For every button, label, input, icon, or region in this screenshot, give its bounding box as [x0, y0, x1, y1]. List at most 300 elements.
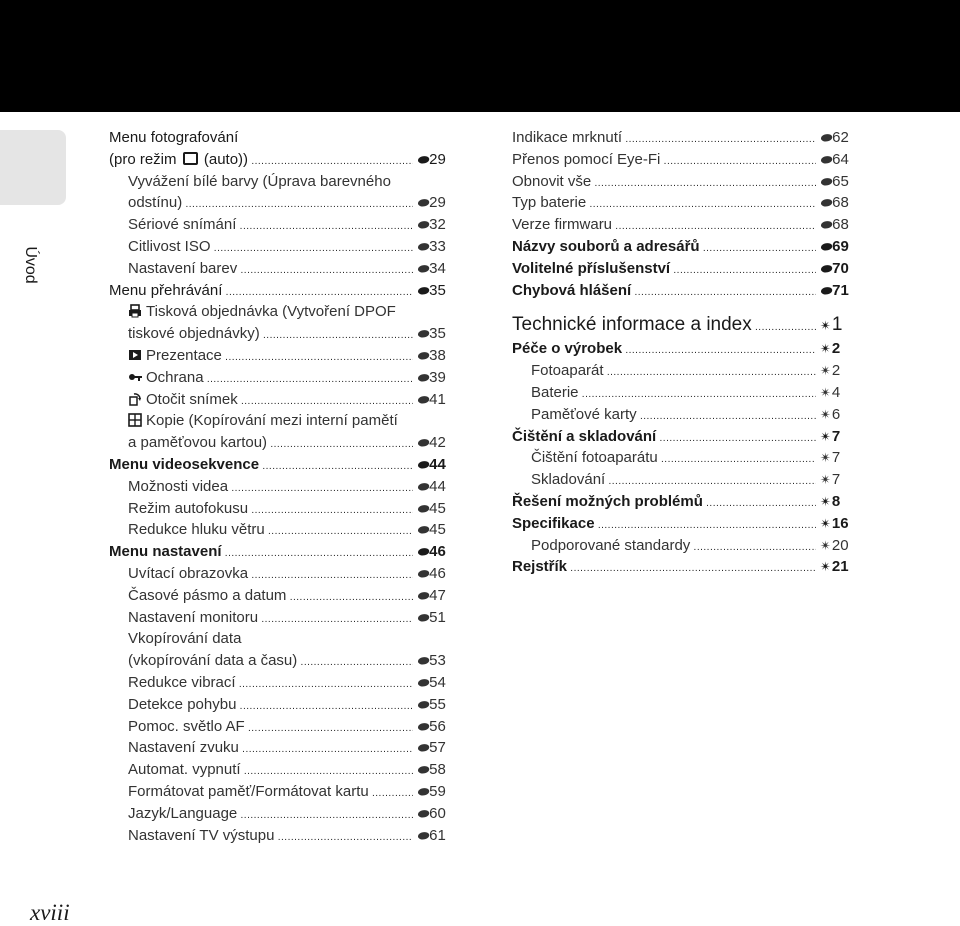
toc-entry	[512, 192, 872, 214]
expanded-section-icon: ⬬	[820, 218, 832, 234]
reference-section-icon: ✴	[820, 385, 831, 401]
toc-entry	[512, 214, 872, 236]
toc-entry-title	[109, 519, 413, 543]
expanded-section-icon: ⬬	[417, 523, 429, 539]
expanded-section-icon: ⬬	[820, 196, 832, 212]
toc-entry-label: Paměťové karty	[531, 405, 637, 423]
toc-page-ref	[820, 236, 872, 259]
toc-entry-title	[512, 149, 816, 173]
toc-entry-title	[109, 454, 413, 478]
toc-page-ref	[417, 607, 469, 630]
toc-entry-title	[512, 513, 816, 537]
toc-page-number: 39	[429, 368, 446, 386]
toc-entry-label: Baterie	[531, 383, 579, 401]
toc-entry-label: Indikace mrknutí	[512, 129, 623, 146]
toc-page-number: 60	[429, 804, 446, 822]
toc-page-ref	[417, 803, 469, 826]
expanded-section-icon: ⬬	[820, 174, 832, 190]
toc-page-ref	[417, 323, 469, 346]
toc-entry-title	[512, 426, 816, 450]
toc-entry-label: Fotoaparát	[531, 362, 604, 380]
toc-page-number: 70	[832, 259, 849, 277]
toc-entry-title	[109, 323, 413, 347]
toc-entry-label: Čištění a skladování	[512, 427, 657, 445]
expanded-section-icon: ⬬	[417, 654, 429, 670]
toc-page-number: 2	[831, 340, 841, 358]
expanded-section-icon: ⬬	[417, 436, 429, 452]
toc-page-number: 7	[831, 471, 841, 489]
toc-page-ref	[820, 447, 872, 470]
expanded-section-icon: ⬬	[820, 239, 832, 255]
toc-entry-title	[109, 301, 469, 325]
toc-entry-label: Redukce vibrací	[128, 673, 236, 691]
toc-entry-title	[512, 338, 816, 362]
toc-entry-label: Technické informace a index	[512, 314, 752, 336]
toc-page-number: 35	[429, 325, 446, 343]
toc-entry-label: Čištění fotoaparátu	[531, 449, 658, 467]
toc-entry-label: Detekce pohybu	[128, 695, 237, 713]
expanded-section-icon: ⬬	[417, 457, 429, 473]
toc-entry-title	[109, 236, 413, 260]
toc-page-number: 32	[429, 216, 446, 234]
toc-entry-label: Redukce hluku větru	[128, 521, 265, 539]
toc-entry-title	[512, 127, 816, 151]
toc-entry-label: Názvy souborů a adresářů	[512, 237, 700, 255]
toc-entry-title	[109, 258, 413, 282]
toc-page-number: 46	[429, 564, 446, 582]
toc-entry-title	[512, 469, 816, 493]
toc-page-ref	[417, 149, 469, 172]
toc-page-ref	[820, 404, 872, 427]
toc-entry	[512, 535, 872, 557]
toc-entry-title	[512, 360, 816, 384]
toc-entry-title	[109, 476, 413, 500]
toc-entry-title	[109, 432, 413, 456]
toc-page-number: 44	[429, 455, 446, 473]
toc-page-number: 35	[429, 281, 446, 299]
toc-entry-label: Obnovit vše	[512, 172, 592, 190]
expanded-section-icon: ⬬	[417, 327, 429, 343]
toc-entry	[512, 236, 872, 258]
toc-page-number: 56	[429, 717, 446, 735]
toc-page-ref	[417, 541, 469, 564]
toc-page-number: 57	[429, 739, 446, 757]
toc-page-ref	[820, 149, 872, 172]
toc-entry-title	[109, 171, 469, 195]
toc-entry	[109, 519, 469, 541]
toc-page-number: 20	[831, 536, 849, 554]
toc-entry-title	[109, 781, 413, 805]
toc-page-ref	[417, 345, 469, 368]
toc-entry	[109, 389, 469, 411]
toc-entry-title	[109, 149, 413, 173]
toc-entry-title	[512, 404, 816, 428]
toc-page-ref	[417, 236, 469, 259]
expanded-section-icon: ⬬	[417, 588, 429, 604]
toc-entry-title	[109, 541, 413, 565]
toc-page-ref	[417, 716, 469, 739]
toc-entry	[109, 236, 469, 258]
toc-page-ref	[417, 563, 469, 586]
toc-page-number: 29	[429, 150, 446, 168]
toc-entry-label: Řešení možných problémů	[512, 492, 703, 510]
reference-section-icon: ✴	[820, 560, 831, 576]
toc-entry	[512, 338, 872, 360]
toc-entry	[109, 607, 469, 629]
toc-entry-title	[512, 382, 816, 406]
toc-page-number: 38	[429, 346, 446, 364]
toc-page-ref	[820, 360, 872, 383]
toc-entry	[109, 541, 469, 563]
toc-page-ref	[820, 214, 872, 237]
expanded-section-icon: ⬬	[417, 763, 429, 779]
toc-page-number: 44	[429, 477, 446, 495]
toc-entry-label: Citlivost ISO	[128, 237, 211, 255]
section-tab	[0, 130, 66, 205]
toc-entry-title	[109, 563, 413, 587]
toc-entry-label: Volitelné příslušenství	[512, 259, 671, 277]
toc-entry-label: Menu videosekvence	[109, 455, 260, 473]
toc-page-number: 47	[429, 586, 446, 604]
toc-entry-label: Verze firmwaru	[512, 216, 613, 234]
toc-page-ref	[820, 258, 872, 281]
toc-page-ref	[820, 469, 872, 492]
toc-entry-label: Režim autofokusu	[128, 499, 249, 517]
toc-entry-label: Specifikace	[512, 514, 595, 532]
expanded-section-icon: ⬬	[417, 392, 429, 408]
toc-entry-title	[512, 171, 816, 195]
expanded-section-icon: ⬬	[417, 675, 429, 691]
toc-entry-label: Automat. vypnutí	[128, 761, 241, 779]
toc-page-ref	[417, 476, 469, 499]
toc-entry-title	[512, 556, 816, 580]
expanded-section-icon: ⬬	[417, 697, 429, 713]
toc-entry-label: Podporované standardy	[531, 536, 691, 554]
toc-entry	[512, 258, 872, 280]
toc-entry-title	[512, 214, 816, 238]
toc-entry-label: a paměťovou kartou)	[128, 434, 268, 452]
toc-entry-title	[109, 825, 413, 849]
toc-page-number: 6	[831, 405, 841, 423]
expanded-section-icon: ⬬	[417, 196, 429, 212]
toc-entry-title	[109, 127, 469, 151]
toc-page-ref	[820, 556, 872, 579]
expanded-section-icon: ⬬	[820, 152, 832, 168]
reference-section-icon: ✴	[820, 319, 831, 335]
toc-entry	[512, 280, 872, 302]
toc-page-number: 59	[429, 782, 446, 800]
toc-page-ref	[417, 781, 469, 804]
toc-entry-title	[109, 607, 413, 631]
toc-entry-title	[109, 192, 413, 216]
toc-entry	[512, 312, 872, 338]
toc-entry-title	[109, 214, 413, 238]
toc-entry-label-suffix: (auto))	[203, 150, 249, 168]
toc-entry-label: Sériové snímání	[128, 216, 237, 234]
expanded-section-icon: ⬬	[417, 239, 429, 255]
toc-entry-title	[512, 258, 816, 282]
toc-page-number: 1	[831, 314, 843, 336]
toc-entry-label: odstínu)	[128, 194, 183, 212]
toc-entry-title	[109, 672, 413, 696]
toc-page-number: 51	[429, 608, 446, 626]
expanded-section-icon: ⬬	[417, 218, 429, 234]
toc-entry-title	[512, 535, 816, 559]
toc-entry-title	[512, 280, 816, 304]
toc-entry-title	[109, 737, 413, 761]
toc-page-number: 71	[832, 281, 849, 299]
toc-entry	[109, 345, 469, 367]
toc-entry	[109, 192, 469, 214]
toc-entry-label: Přenos pomocí Eye-Fi	[512, 150, 661, 168]
toc-page-number: 54	[429, 673, 446, 691]
toc-entry-title	[109, 367, 413, 391]
copy-icon	[128, 413, 142, 427]
toc-entry	[512, 301, 872, 312]
toc-entry	[109, 432, 469, 454]
toc-page-number: 46	[429, 543, 446, 561]
camera-icon	[183, 152, 198, 165]
toc-page-ref	[417, 214, 469, 237]
toc-page-ref	[417, 280, 469, 303]
toc-entry	[109, 214, 469, 236]
expanded-section-icon: ⬬	[820, 131, 832, 146]
expanded-section-icon: ⬬	[417, 741, 429, 757]
toc-page-number: 4	[831, 383, 841, 401]
toc-entry	[109, 585, 469, 607]
toc-page-ref	[417, 389, 469, 412]
toc-page-number: 41	[429, 390, 446, 408]
expanded-section-icon: ⬬	[417, 566, 429, 582]
toc-entry	[109, 323, 469, 345]
expanded-section-icon: ⬬	[417, 610, 429, 626]
toc-page-number: 53	[429, 652, 446, 670]
toc-page-ref	[820, 127, 872, 150]
reference-section-icon: ✴	[820, 494, 831, 510]
toc-page-number: 8	[831, 492, 841, 510]
toc-page-ref	[417, 585, 469, 608]
expanded-section-icon: ⬬	[417, 719, 429, 735]
toc-entry	[512, 556, 872, 578]
toc-entry-label: Jazyk/Language	[128, 804, 238, 822]
reference-section-icon: ✴	[820, 407, 831, 423]
toc-page-number: 42	[429, 434, 446, 452]
toc-page-ref	[417, 519, 469, 542]
toc-page-number: 34	[429, 259, 446, 277]
toc-entry	[512, 447, 872, 469]
key-icon	[128, 370, 142, 384]
toc-page-ref	[820, 338, 872, 361]
toc-entry	[109, 498, 469, 520]
toc-page-ref	[820, 171, 872, 194]
expanded-section-icon: ⬬	[820, 283, 832, 299]
reference-section-icon: ✴	[820, 538, 831, 554]
toc-entry	[512, 426, 872, 448]
toc-page-ref	[820, 535, 872, 558]
toc-entry	[109, 563, 469, 585]
toc-entry-title	[512, 192, 816, 216]
toc-entry	[109, 737, 469, 759]
toc-page-ref	[820, 426, 872, 449]
toc-page-ref	[820, 382, 872, 405]
toc-entry	[109, 301, 469, 323]
page-number: xviii	[30, 900, 70, 925]
reference-section-icon: ✴	[820, 516, 831, 532]
expanded-section-icon: ⬬	[417, 545, 429, 561]
expanded-section-icon: ⬬	[417, 261, 429, 277]
toc-page-ref	[820, 192, 872, 215]
toc-page-number: 45	[429, 499, 446, 517]
toc-entry-title	[109, 694, 413, 718]
toc-page-ref	[820, 280, 872, 303]
toc-page-number: 33	[429, 237, 446, 255]
toc-entry-title	[512, 447, 816, 471]
toc-entry	[109, 476, 469, 498]
toc-page-number: 7	[831, 427, 841, 445]
expanded-section-icon: ⬬	[417, 283, 429, 299]
toc-entry-label: tiskové objednávky)	[128, 325, 260, 343]
expanded-section-icon: ⬬	[417, 806, 429, 822]
toc-page-ref	[820, 312, 872, 340]
toc-page-ref	[417, 737, 469, 760]
toc-entry-label: Skladování	[531, 471, 606, 489]
toc-page-ref	[417, 672, 469, 695]
toc-entry-label: (vkopírování data a času)	[128, 652, 298, 670]
toc-page-ref	[417, 825, 469, 848]
toc-entry	[109, 367, 469, 389]
toc-page-number: 29	[429, 194, 446, 212]
toc-page-ref	[820, 513, 872, 536]
toc-entry	[512, 149, 872, 171]
toc-entry-label: Prezentace	[146, 346, 222, 364]
toc-entry	[109, 672, 469, 694]
reference-section-icon: ✴	[820, 473, 831, 489]
toc-entry-title	[109, 803, 413, 827]
toc-entry	[109, 716, 469, 738]
toc-entry-title	[512, 312, 816, 341]
toc-page-number: 16	[831, 514, 849, 532]
expanded-section-icon: ⬬	[417, 479, 429, 495]
toc-entry-label: Tisková objednávka (Vytvoření DPOF	[146, 303, 396, 321]
toc-entry-label: Menu nastavení	[109, 543, 222, 561]
header-bar	[0, 0, 960, 112]
toc-entry-title	[109, 498, 413, 522]
toc-entry	[512, 382, 872, 404]
toc-entry	[512, 127, 872, 149]
toc-entry	[512, 171, 872, 193]
toc-entry-title	[109, 585, 413, 609]
reference-section-icon: ✴	[820, 342, 831, 358]
toc-entry-label: Možnosti videa	[128, 477, 229, 495]
toc-entry-label: Rejstřík	[512, 558, 568, 576]
toc-page-number: 21	[831, 558, 849, 576]
expanded-section-icon: ⬬	[417, 348, 429, 364]
toc-entry	[109, 628, 469, 650]
toc-page-number: 7	[831, 449, 841, 467]
toc-page-number: 45	[429, 521, 446, 539]
expanded-section-icon: ⬬	[820, 261, 832, 277]
reference-section-icon: ✴	[820, 451, 831, 467]
toc-entry-title	[109, 345, 413, 369]
toc-entry-label: Ochrana	[146, 368, 204, 386]
toc-entry	[109, 694, 469, 716]
toc-entry-label: Nastavení monitoru	[128, 608, 259, 626]
toc-entry	[109, 759, 469, 781]
toc-entry	[109, 280, 469, 302]
toc-entry-label: Formátovat paměť/Formátovat kartu	[128, 782, 369, 800]
toc-page-number: 62	[832, 129, 849, 146]
toc-entry	[109, 825, 469, 847]
toc-entry-label: Vyvážení bílé barvy (Úprava barevného	[128, 172, 391, 190]
toc-column-left	[109, 127, 469, 846]
toc-page-number: 2	[831, 362, 841, 380]
toc-page-ref	[417, 258, 469, 281]
toc-page-ref	[417, 498, 469, 521]
toc-page-number: 61	[429, 826, 446, 844]
toc-page-ref	[417, 367, 469, 390]
toc-page-ref	[820, 491, 872, 514]
toc-entry-label: Nastavení zvuku	[128, 739, 239, 757]
toc-entry-label: Typ baterie	[512, 194, 587, 212]
toc-entry-title	[109, 650, 413, 674]
toc-page-number: 68	[832, 194, 849, 212]
toc-entry-title	[109, 389, 413, 413]
toc-entry	[109, 454, 469, 476]
toc-entry	[109, 171, 469, 193]
toc-entry	[512, 404, 872, 426]
toc-entry-label: (pro režim	[109, 150, 177, 168]
toc-page-ref	[417, 432, 469, 455]
toc-entry	[512, 360, 872, 382]
toc-entry	[109, 803, 469, 825]
reference-section-icon: ✴	[820, 364, 831, 380]
toc-page-ref	[417, 759, 469, 782]
toc-page-number: 55	[429, 695, 446, 713]
toc-page-ref	[417, 192, 469, 215]
toc-page-ref	[417, 694, 469, 717]
toc-page-number: 58	[429, 761, 446, 779]
toc-entry-label: Chybová hlášení	[512, 281, 632, 299]
toc-entry-label: Nastavení barev	[128, 259, 238, 277]
toc-entry	[109, 127, 469, 149]
expanded-section-icon: ⬬	[417, 501, 429, 517]
reference-section-icon: ✴	[820, 429, 831, 445]
toc-page-number: 69	[832, 237, 849, 255]
toc-entry-title	[109, 410, 469, 434]
print-icon	[128, 304, 142, 318]
rotate-icon	[128, 392, 142, 406]
toc-entry-label: Uvítací obrazovka	[128, 564, 249, 582]
toc-page-ref	[417, 650, 469, 673]
toc-entry-label: Péče o výrobek	[512, 340, 623, 358]
expanded-section-icon: ⬬	[417, 784, 429, 800]
toc-column-right	[512, 127, 872, 578]
expanded-section-icon: ⬬	[417, 370, 429, 386]
toc-entry	[512, 469, 872, 491]
toc-page-number: 65	[832, 172, 849, 190]
toc-page-number: 68	[832, 216, 849, 234]
toc-entry-title	[109, 759, 413, 783]
toc-entry	[512, 513, 872, 535]
expanded-section-icon: ⬬	[417, 152, 429, 168]
toc-entry-title	[109, 280, 413, 304]
toc-entry-label: Pomoc. světlo AF	[128, 717, 245, 735]
toc-entry-title	[109, 628, 469, 652]
slideshow-icon	[128, 348, 142, 362]
toc-entry	[109, 149, 469, 171]
toc-entry-label: Otočit snímek	[146, 390, 238, 408]
toc-entry-title	[512, 491, 816, 515]
